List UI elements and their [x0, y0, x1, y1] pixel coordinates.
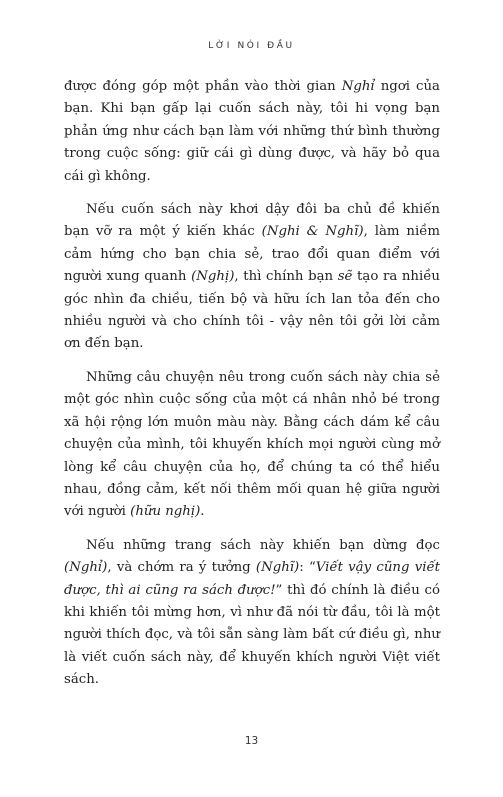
paragraph-1-segment: ngơi của bạn. Khi bạn gấp lại cuốn sách này, tôi hi vọng bạn phản ứng như cách bạn làm với những thứ bình thường trong cuộc sống: giữ cái gì dùng được, và hãy bỏ qua cái gì không. [64, 79, 440, 184]
paragraph-3 [64, 367, 440, 524]
paragraph-3-segment: Những câu chuyện nêu trong cuốn sách này chia sẻ một góc nhìn cuộc sống của một cá nhân nhỏ bé trong xã hội rộng lớn muôn màu này. Bằng cách dám kể câu chuyện của mình, tôi khuyến khích mọi người cùng mở lòng kể câu chuyện của họ, để chúng ta có thể hiểu nhau, đồng cảm, kết nối thêm mối quan hệ giữa người với người [64, 369, 440, 520]
paragraph-4-italic: (Nghĩ) [255, 560, 300, 576]
paragraph-1 [64, 76, 440, 188]
paragraph-4-segment: , và chớm ra ý tưởng [107, 560, 256, 576]
paragraph-4-segment: : “ [299, 560, 316, 576]
paragraph-4-segment: ” thì đó chính là điều có khi khiến tôi mừng hơn, vì như đã nói từ đầu, tôi là một người thích đọc, và tôi sẵn sàng làm bất cứ điều gì, như là viết cuốn sách này, để khuyến khích người Việt viết sách. [64, 582, 440, 688]
body-text [64, 76, 440, 703]
paragraph-1-italic: Nghỉ [341, 79, 375, 94]
paragraph-2 [64, 199, 440, 356]
page-number: 13 [244, 735, 259, 747]
paragraph-2-segment: , thì chính bạn [234, 269, 338, 285]
paragraph-2-italic: (Nghị) [191, 269, 235, 285]
paragraph-4-italic: Viết vậy cũng viết được, thì ai cũng ra sách được! [64, 560, 440, 598]
paragraph-4-segment: Nếu những trang sách này khiến bạn dừng đọc [86, 537, 440, 553]
paragraph-2-segment: tạo ra nhiều góc nhìn đa chiều, tiến bộ và hữu ích lan tỏa đến cho nhiều người và cho chính tôi - vậy nên tôi gởi lời cảm ơn đến bạn. [64, 269, 440, 352]
paragraph-2-segment: Nếu cuốn sách này khơi dậy đôi ba chủ đề khiến bạn vỡ ra một ý kiến khác [64, 202, 440, 240]
paragraph-2-italic: sẽ [337, 269, 353, 285]
paragraph-3-italic: (hữu nghị). [130, 504, 205, 520]
paragraph-4 [64, 535, 440, 692]
paragraph-2-italic: (Nghi & Nghĩ) [261, 224, 364, 240]
running-header: LỜI NÓI ĐẦU [208, 41, 295, 51]
paragraph-4-italic: (Nghỉ) [64, 560, 108, 576]
paragraph-2-segment: , làm niềm cảm hứng cho bạn chia sẻ, trao đổi quan điểm với người xung quanh [64, 224, 440, 285]
paragraph-1-segment: được đóng góp một phần vào thời gian [64, 79, 342, 94]
